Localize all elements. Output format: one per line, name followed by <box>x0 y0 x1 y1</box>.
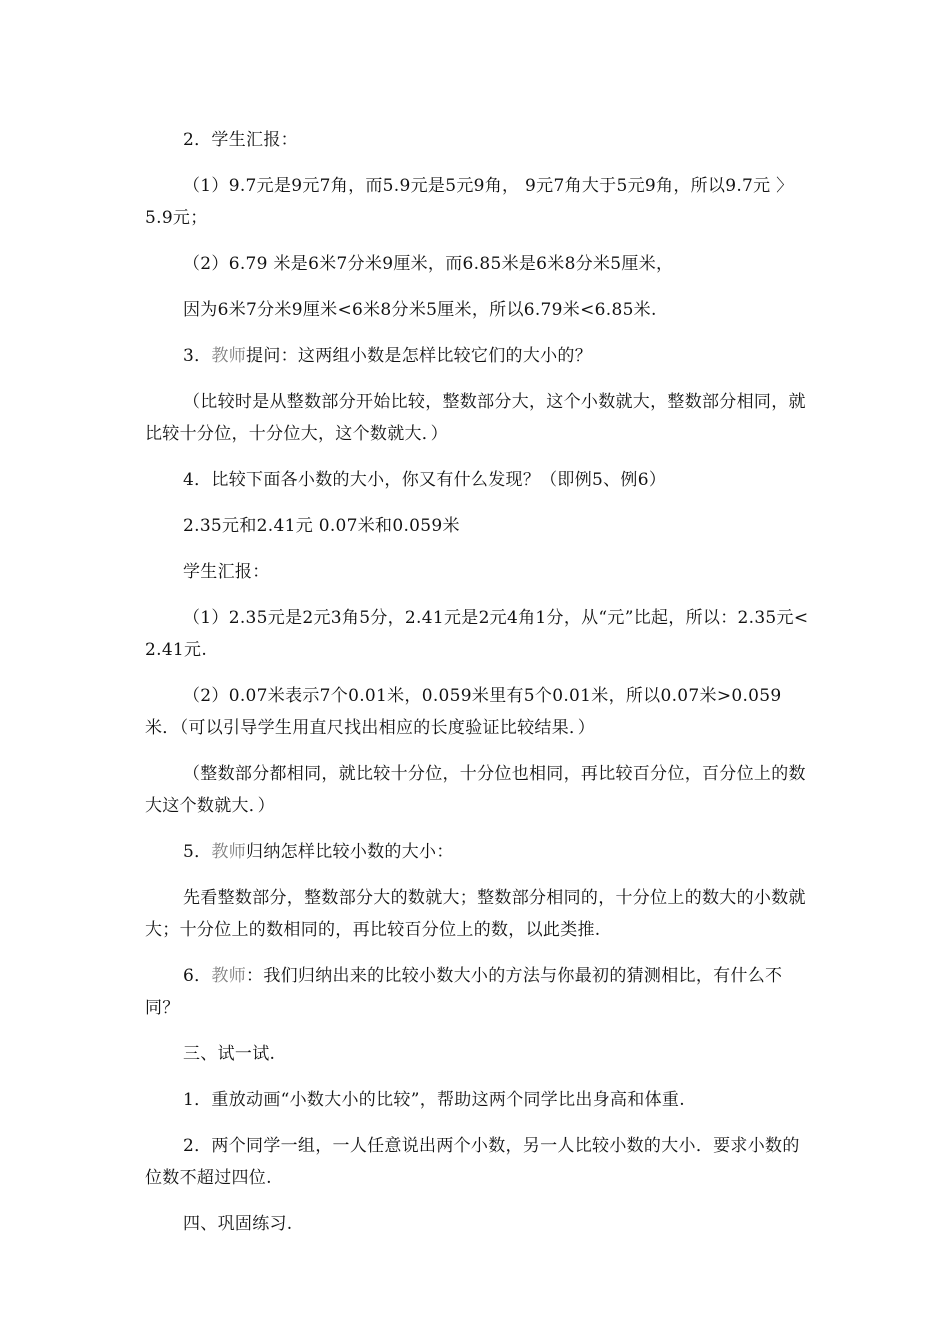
highlighted-term: 教师 <box>211 966 247 986</box>
paragraph-text: （比较时是从整数部分开始比较，整数部分大，这个小数就大，整数部分相同，就比较十分位，十分位大，这个数就大．） <box>145 392 806 444</box>
paragraph-text: ：我们归纳出来的比较小数大小的方法与你最初的猜测相比，有什么不同？ <box>145 966 783 1018</box>
paragraph <box>145 1208 810 1240</box>
paragraph <box>145 386 810 450</box>
paragraph-text: 1．重放动画“小数大小的比较”，帮助这两个同学比出身高和体重. <box>183 1090 685 1110</box>
paragraph <box>145 836 810 868</box>
paragraph <box>145 124 810 156</box>
paragraph <box>145 1084 810 1116</box>
paragraph-text: （1）2.35元是2元3角5分，2.41元是2元4角1分，从“元”比起，所以：2.35元<2.41元. <box>145 608 809 660</box>
paragraph <box>145 248 810 280</box>
paragraph <box>145 960 810 1024</box>
paragraph-text: 2.35元和2.41元 0.07米和0.059米 <box>183 516 460 536</box>
paragraph-text: 4．比较下面各小数的大小，你又有什么发现？（即例5、例6） <box>183 470 667 490</box>
paragraph-text: 3． <box>183 346 212 366</box>
paragraph <box>145 556 810 588</box>
paragraph-text: 学生汇报： <box>183 562 270 582</box>
paragraph-text: （2）0.07米表示7个0.01米，0.059米里有5个0.01米，所以0.07米>0.059米．（可以引导学生用直尺找出相应的长度验证比较结果．） <box>145 686 782 738</box>
paragraph-text: 2．学生汇报： <box>183 130 298 150</box>
paragraph-text: 先看整数部分，整数部分大的数就大；整数部分相同的，十分位上的数大的小数就大；十分位上的数相同的，再比较百分位上的数，以此类推. <box>145 888 806 940</box>
paragraph <box>145 758 810 822</box>
highlighted-term: 教师 <box>211 842 247 862</box>
paragraph-text: 四、巩固练习. <box>183 1214 293 1234</box>
document-page <box>145 124 810 1254</box>
paragraph <box>145 882 810 946</box>
highlighted-term: 教师 <box>211 346 247 366</box>
paragraph <box>145 680 810 744</box>
paragraph-text: 提问：这两组小数是怎样比较它们的大小的？ <box>246 346 593 366</box>
paragraph <box>145 170 810 234</box>
paragraph <box>145 602 810 666</box>
paragraph-text: （2）6.79 米是6米7分米9厘米，而6.85米是6米8分米5厘米， <box>183 254 674 274</box>
paragraph <box>145 340 810 372</box>
paragraph <box>145 294 810 326</box>
paragraph-text: （整数部分都相同，就比较十分位，十分位也相同，再比较百分位，百分位上的数大这个数就大．） <box>145 764 806 816</box>
paragraph <box>145 464 810 496</box>
paragraph-text: 5． <box>183 842 212 862</box>
paragraph-text: 归纳怎样比较小数的大小： <box>246 842 454 862</box>
paragraph <box>145 1038 810 1070</box>
paragraph-text: 因为6米7分米9厘米<6米8分米5厘米，所以6.79米<6.85米. <box>183 300 657 320</box>
paragraph-text: 2．两个同学一组，一人任意说出两个小数，另一人比较小数的大小．要求小数的位数不超过四位. <box>145 1136 800 1188</box>
paragraph-text: 三、试一试. <box>183 1044 276 1064</box>
paragraph-text: 6． <box>183 966 212 986</box>
paragraph <box>145 510 810 542</box>
paragraph <box>145 1130 810 1194</box>
paragraph-text: （1）9.7元是9元7角，而5.9元是5元9角， 9元7角大于5元9角，所以9.7元 〉5.9元； <box>145 176 794 228</box>
